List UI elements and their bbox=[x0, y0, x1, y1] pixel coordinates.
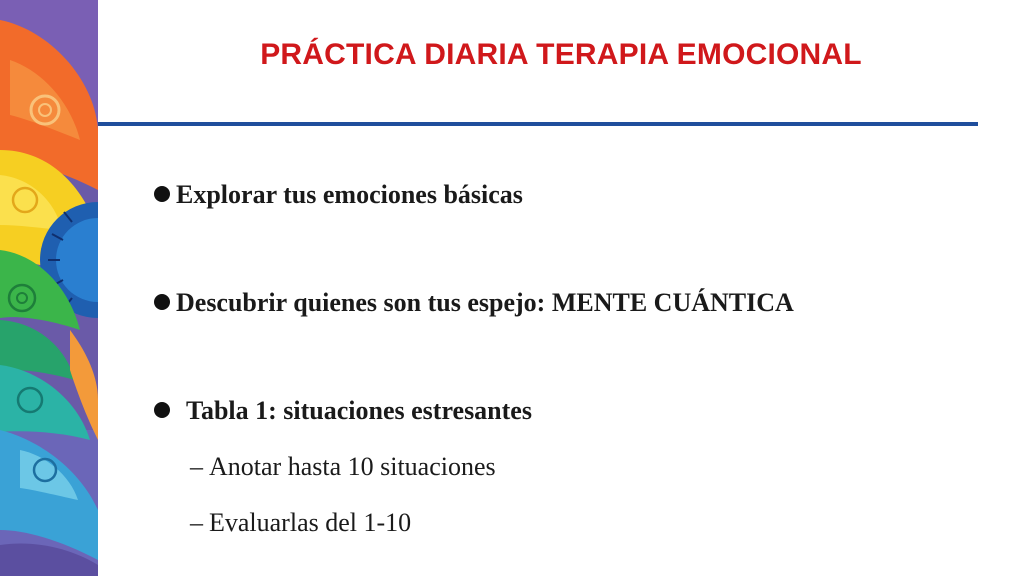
bullet-text: Descubrir quienes son tus espejo: MENTE CUÁNTICA bbox=[176, 288, 794, 317]
title-divider bbox=[98, 122, 978, 126]
bullet-text: Explorar tus emociones básicas bbox=[176, 180, 523, 209]
sub-bullet-text: Evaluarlas del 1-10 bbox=[209, 508, 412, 537]
bullet-dot-icon bbox=[154, 402, 170, 418]
bullet-text: Tabla 1: situaciones estresantes bbox=[186, 396, 532, 425]
bullet-dot-icon bbox=[154, 294, 170, 310]
bullet-item bbox=[154, 180, 523, 210]
dash-marker: – bbox=[190, 508, 203, 537]
sub-bullet-text: Anotar hasta 10 situaciones bbox=[209, 452, 496, 481]
bullet-item bbox=[154, 396, 532, 426]
bullet-item bbox=[154, 288, 794, 318]
bullet-dot-icon bbox=[154, 186, 170, 202]
sub-bullet-item bbox=[190, 452, 496, 482]
sub-bullet-item bbox=[190, 508, 411, 538]
dash-marker: – bbox=[190, 452, 203, 481]
slide-title: PRÁCTICA DIARIA TERAPIA EMOCIONAL bbox=[260, 38, 862, 71]
mandala-decorative-image bbox=[0, 0, 98, 576]
